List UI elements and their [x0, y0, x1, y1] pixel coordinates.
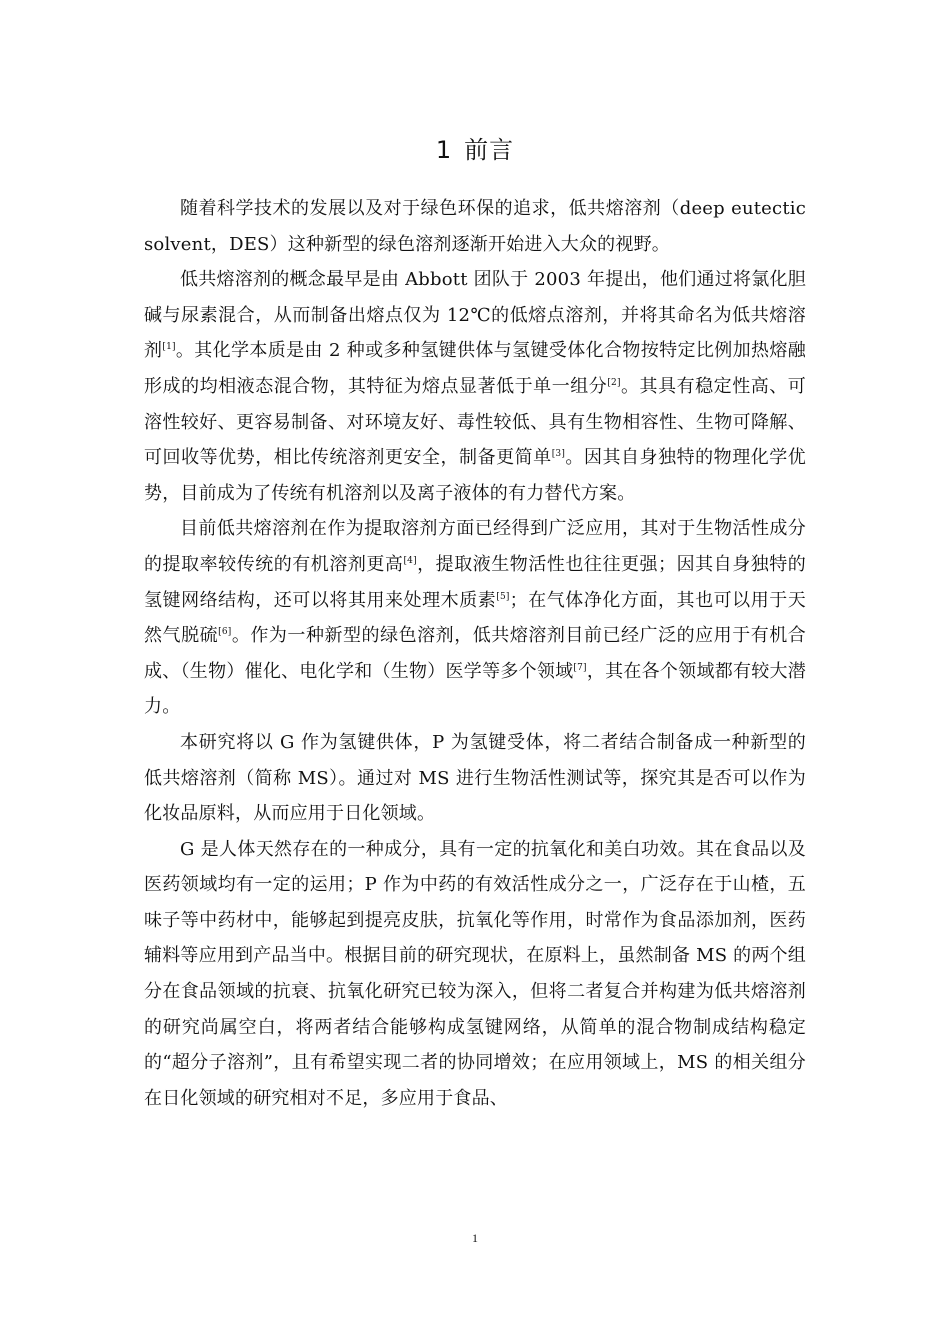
paragraph-study-aim [144, 725, 806, 832]
paragraph-intro [144, 191, 806, 262]
page-number: 1 [472, 1231, 478, 1245]
text-run: G 是人体天然存在的一种成分，具有一定的抗氧化和美白功效。其在食品以及医药领域均有一定的运用；P 作为中药的有效活性成分之一，广泛存在于山楂，五味子等中药材中，能够起到提亮皮肤，抗氧化等作用，时常作为食品添加剂，医药辅料等应用到产品当中。根据目前的研究现状，在原料上，虽然制备 MS 的两个组分在食品领域的抗衰、抗氧化研究已较为深入，但将二者复合并构建为低共熔溶剂的研究尚属空白，将两者结合能够构成氢键网络，从简单的混合物制成结构稳定的“超分子溶剂”，且有希望实现二者的协同增效；在应用领域上，MS 的相关组分在日化领域的研究相对不足，多应用于食品、 [144, 838, 806, 1109]
section-heading [0, 132, 950, 168]
citation-6: [6] [218, 627, 232, 638]
text-run: ，其在各个领域都有较大潜力。 [144, 660, 806, 718]
paragraph-applications [144, 511, 806, 725]
section-title: 前言 [464, 136, 515, 164]
citation-4: [4] [403, 555, 417, 566]
text-run: 低共熔溶剂的概念最早是由 Abbott 团队于 2003 年提出，他们通过将氯化胆碱与尿素混合，从而制备出熔点仅为 12℃的低熔点溶剂，并将其命名为低共熔溶剂 [144, 269, 806, 362]
paragraph-components [144, 832, 806, 1117]
citation-5: [5] [496, 591, 510, 602]
text-run: 随着科学技术的发展以及对于绿色环保的追求，低共熔溶剂（deep eutectic solvent，DES）这种新型的绿色溶剂逐渐开始进入大众的视野。 [144, 198, 806, 255]
citation-7: [7] [573, 662, 587, 673]
text-run: 。作为一种新型的绿色溶剂，低共熔溶剂目前已经广泛的应用于有机合成、（生物）催化、电化学和（生物）医学等多个领域 [144, 625, 806, 682]
section-number: 1 [435, 136, 453, 164]
citation-2: [2] [607, 377, 621, 388]
citation-3: [3] [551, 449, 566, 460]
text-run: 本研究将以 G 作为氢键供体，P 为氢键受体，将二者结合制备成一种新型的低共熔溶剂（简称 MS）。通过对 MS 进行生物活性测试等，探究其是否可以作为化妆品原料，从而应用于日化领域。 [144, 731, 806, 825]
text-run: ；在气体净化方面，其也可以用于天然气脱硫 [144, 589, 806, 647]
text-run: 目前低共熔溶剂在作为提取溶剂方面已经得到广泛应用，其对于生物活性成分的提取率较传统的有机溶剂更高 [144, 518, 806, 575]
text-run: 。因其自身独特的物理化学优势，目前成为了传统有机溶剂以及离子液体的有力替代方案。 [144, 447, 806, 504]
text-run: 。其化学本质是由 2 种或多种氢键供体与氢键受体化合物按特定比例加热熔融形成的均相液态混合物，其特征为熔点显著低于单一组分 [144, 340, 807, 397]
citation-1: [1] [162, 342, 176, 353]
text-run: ，提取液生物活性也往往更强；因其自身独特的氢键网络结构，还可以将其用来处理木质素 [144, 553, 806, 611]
paragraph-des-concept [144, 262, 806, 511]
body-text [144, 191, 806, 1116]
text-run: 。其具有稳定性高、可溶性较好、更容易制备、对环境友好、毒性较低、具有生物相容性、生物可降解、可回收等优势，相比传统溶剂更安全，制备更简单 [144, 375, 806, 469]
